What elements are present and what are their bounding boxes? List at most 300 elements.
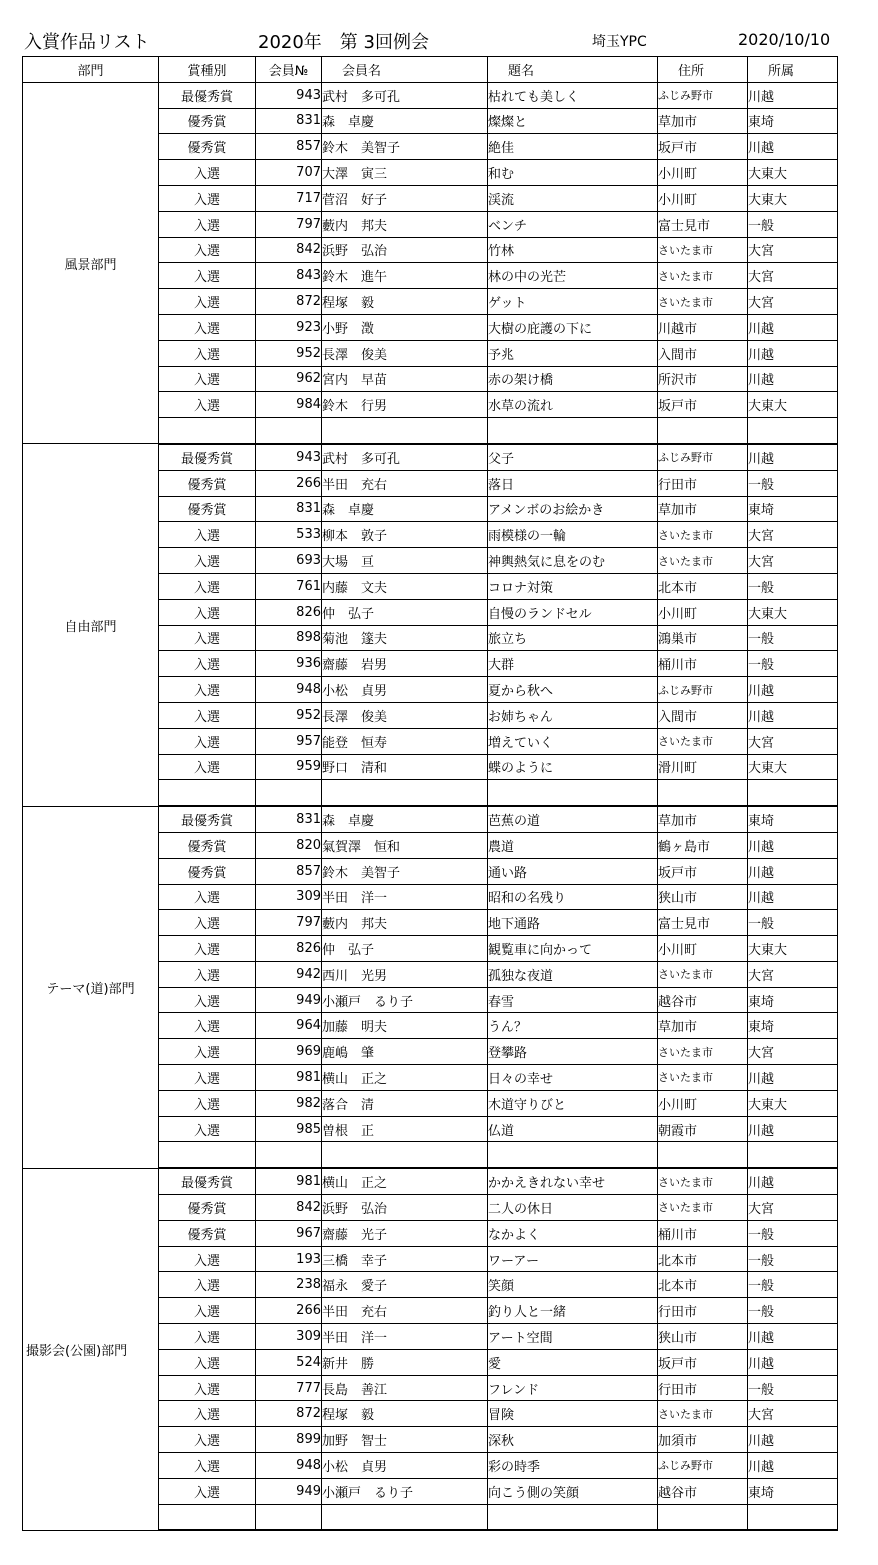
empty-cell [748, 1504, 838, 1530]
work-title-cell: 水草の流れ [488, 392, 658, 418]
member-number-cell: 959 [256, 754, 322, 780]
member-name-cell: 長澤 俊美 [322, 340, 488, 366]
address-cell: さいたま市 [658, 728, 748, 754]
member-name-cell: 加野 智士 [322, 1427, 488, 1453]
affiliation-cell: 川越 [748, 340, 838, 366]
document-date: 2020/10/10 [738, 30, 831, 49]
empty-cell [322, 780, 488, 806]
empty-cell [159, 418, 256, 444]
member-name-cell: 西川 光男 [322, 961, 488, 987]
affiliation-cell: 大宮 [748, 1401, 838, 1427]
affiliation-cell: 大宮 [748, 548, 838, 574]
address-cell: 草加市 [658, 108, 748, 134]
award-type-cell: 入選 [159, 1349, 256, 1375]
award-type-cell: 入選 [159, 936, 256, 962]
work-title-cell: 釣り人と一緒 [488, 1298, 658, 1324]
empty-cell [748, 780, 838, 806]
member-number-cell: 981 [256, 1168, 322, 1194]
member-name-cell: 半田 洋一 [322, 1324, 488, 1350]
affiliation-cell: 大宮 [748, 237, 838, 263]
address-cell: 北本市 [658, 1272, 748, 1298]
address-cell: 北本市 [658, 573, 748, 599]
department-cell: テーマ(道)部門 [23, 806, 159, 1168]
member-name-cell: 程塚 毅 [322, 1401, 488, 1427]
empty-cell [322, 418, 488, 444]
address-cell: 狭山市 [658, 1324, 748, 1350]
work-title-cell: うん？ [488, 1013, 658, 1039]
address-cell: 草加市 [658, 1013, 748, 1039]
affiliation-cell: 川越 [748, 314, 838, 340]
table-row [23, 1168, 838, 1194]
work-title-cell: 登攀路 [488, 1039, 658, 1065]
address-cell: 富士見市 [658, 910, 748, 936]
award-type-cell: 入選 [159, 702, 256, 728]
empty-cell [748, 418, 838, 444]
affiliation-cell: 一般 [748, 211, 838, 237]
work-title-cell: 絶佳 [488, 134, 658, 160]
member-name-cell: 程塚 毅 [322, 289, 488, 315]
column-header: 会員№ [256, 57, 322, 83]
address-cell: さいたま市 [658, 1195, 748, 1221]
member-number-cell: 826 [256, 936, 322, 962]
affiliation-cell: 大宮 [748, 728, 838, 754]
empty-cell [322, 1142, 488, 1168]
award-type-cell: 入選 [159, 366, 256, 392]
award-type-cell: 入選 [159, 651, 256, 677]
award-type-cell: 優秀賞 [159, 858, 256, 884]
affiliation-cell: 大東大 [748, 1090, 838, 1116]
member-name-cell: 浜野 弘治 [322, 1195, 488, 1221]
member-name-cell: 長澤 俊美 [322, 702, 488, 728]
award-type-cell: 入選 [159, 910, 256, 936]
work-title-cell: お姉ちゃん [488, 702, 658, 728]
member-number-cell: 831 [256, 496, 322, 522]
member-number-cell: 984 [256, 392, 322, 418]
member-number-cell: 969 [256, 1039, 322, 1065]
address-cell: 川越市 [658, 314, 748, 340]
empty-cell [658, 1142, 748, 1168]
award-type-cell: 入選 [159, 573, 256, 599]
work-title-cell: 雨模様の一輪 [488, 522, 658, 548]
column-header: 題名 [488, 57, 658, 83]
address-cell: さいたま市 [658, 1168, 748, 1194]
member-name-cell: 加藤 明夫 [322, 1013, 488, 1039]
award-type-cell: 優秀賞 [159, 832, 256, 858]
member-number-cell: 957 [256, 728, 322, 754]
affiliation-cell: 東埼 [748, 1478, 838, 1504]
address-cell: 坂戸市 [658, 858, 748, 884]
member-number-cell: 923 [256, 314, 322, 340]
empty-cell [658, 418, 748, 444]
award-type-cell: 入選 [159, 1246, 256, 1272]
member-number-cell: 899 [256, 1427, 322, 1453]
work-title-cell: アメンボのお絵かき [488, 496, 658, 522]
member-number-cell: 936 [256, 651, 322, 677]
member-name-cell: 小瀬戸 るり子 [322, 987, 488, 1013]
work-title-cell: ワーアー [488, 1246, 658, 1272]
column-header: 部門 [23, 57, 159, 83]
award-type-cell: 最優秀賞 [159, 806, 256, 832]
member-number-cell: 820 [256, 832, 322, 858]
member-name-cell: 武村 多可孔 [322, 444, 488, 470]
member-name-cell: 菅沼 好子 [322, 185, 488, 211]
member-name-cell: 森 卓慶 [322, 108, 488, 134]
affiliation-cell: 一般 [748, 470, 838, 496]
award-type-cell: 入選 [159, 522, 256, 548]
member-name-cell: 曽根 正 [322, 1116, 488, 1142]
club-name: 埼玉YPC [592, 34, 647, 50]
member-name-cell: 内藤 文夫 [322, 573, 488, 599]
affiliation-cell: 川越 [748, 677, 838, 703]
address-cell: 小川町 [658, 160, 748, 186]
address-cell: 小川町 [658, 599, 748, 625]
affiliation-cell: 一般 [748, 1272, 838, 1298]
work-title-cell: かかえきれない幸せ [488, 1168, 658, 1194]
award-type-cell: 優秀賞 [159, 496, 256, 522]
empty-cell [256, 418, 322, 444]
work-title-cell: 旅立ち [488, 625, 658, 651]
award-type-cell: 優秀賞 [159, 1220, 256, 1246]
affiliation-cell: 大宮 [748, 1039, 838, 1065]
work-title-cell: 彩の時季 [488, 1453, 658, 1479]
award-type-cell: 入選 [159, 961, 256, 987]
table-body [23, 82, 838, 1530]
work-title-cell: 渓流 [488, 185, 658, 211]
member-number-cell: 842 [256, 1195, 322, 1221]
work-title-cell: 和む [488, 160, 658, 186]
address-cell: さいたま市 [658, 961, 748, 987]
member-number-cell: 533 [256, 522, 322, 548]
affiliation-cell: 川越 [748, 366, 838, 392]
work-title-cell: 笑顔 [488, 1272, 658, 1298]
award-type-cell: 入選 [159, 1401, 256, 1427]
empty-cell [256, 1504, 322, 1530]
column-header: 所属 [748, 57, 838, 83]
award-type-cell: 入選 [159, 599, 256, 625]
address-cell: 鶴ヶ島市 [658, 832, 748, 858]
empty-cell [159, 1142, 256, 1168]
work-title-cell: 蝶のように [488, 754, 658, 780]
member-number-cell: 898 [256, 625, 322, 651]
address-cell: ふじみ野市 [658, 1453, 748, 1479]
member-name-cell: 浜野 弘治 [322, 237, 488, 263]
empty-cell [658, 780, 748, 806]
work-title-cell: 自慢のランドセル [488, 599, 658, 625]
address-cell: さいたま市 [658, 289, 748, 315]
empty-cell [748, 1142, 838, 1168]
empty-cell [488, 780, 658, 806]
award-type-cell: 入選 [159, 1039, 256, 1065]
member-name-cell: 小瀬戸 るり子 [322, 1478, 488, 1504]
member-name-cell: 大澤 寅三 [322, 160, 488, 186]
member-number-cell: 964 [256, 1013, 322, 1039]
award-type-cell: 入選 [159, 1013, 256, 1039]
table-row [23, 444, 838, 470]
work-title-cell: 落日 [488, 470, 658, 496]
member-number-cell: 872 [256, 1401, 322, 1427]
affiliation-cell: 川越 [748, 1427, 838, 1453]
address-cell: 行田市 [658, 1375, 748, 1401]
affiliation-cell: 川越 [748, 702, 838, 728]
award-type-cell: 入選 [159, 237, 256, 263]
member-name-cell: 藪内 邦夫 [322, 910, 488, 936]
column-header: 住所 [658, 57, 748, 83]
member-number-cell: 857 [256, 134, 322, 160]
empty-cell [256, 1142, 322, 1168]
member-name-cell: 森 卓慶 [322, 496, 488, 522]
award-type-cell: 最優秀賞 [159, 1168, 256, 1194]
member-name-cell: 三橋 幸子 [322, 1246, 488, 1272]
member-name-cell: 長島 善江 [322, 1375, 488, 1401]
address-cell: 所沢市 [658, 366, 748, 392]
affiliation-cell: 大宮 [748, 522, 838, 548]
address-cell: 越谷市 [658, 1478, 748, 1504]
work-title-cell: 芭蕉の道 [488, 806, 658, 832]
affiliation-cell: 一般 [748, 1246, 838, 1272]
list-title: 入賞作品リスト [24, 32, 150, 53]
award-type-cell: 入選 [159, 1116, 256, 1142]
award-type-cell: 入選 [159, 1090, 256, 1116]
member-number-cell: 981 [256, 1065, 322, 1091]
address-cell: 草加市 [658, 806, 748, 832]
department-cell: 自由部門 [23, 444, 159, 806]
award-type-cell: 入選 [159, 987, 256, 1013]
member-number-cell: 193 [256, 1246, 322, 1272]
affiliation-cell: 川越 [748, 858, 838, 884]
empty-cell [256, 780, 322, 806]
work-title-cell: 大樹の庇護の下に [488, 314, 658, 340]
member-number-cell: 717 [256, 185, 322, 211]
address-cell: さいたま市 [658, 1065, 748, 1091]
affiliation-cell: 大東大 [748, 160, 838, 186]
work-title-cell: 冒険 [488, 1401, 658, 1427]
affiliation-cell: 川越 [748, 1453, 838, 1479]
affiliation-cell: 一般 [748, 910, 838, 936]
award-type-cell: 入選 [159, 754, 256, 780]
work-title-cell: 竹林 [488, 237, 658, 263]
member-number-cell: 826 [256, 599, 322, 625]
affiliation-cell: 一般 [748, 625, 838, 651]
work-title-cell: 赤の架け橋 [488, 366, 658, 392]
affiliation-cell: 東埼 [748, 1013, 838, 1039]
address-cell: 行田市 [658, 1298, 748, 1324]
affiliation-cell: 川越 [748, 1065, 838, 1091]
award-type-cell: 入選 [159, 340, 256, 366]
award-type-cell: 優秀賞 [159, 1195, 256, 1221]
department-cell: 風景部門 [23, 82, 159, 444]
member-name-cell: 藪内 邦夫 [322, 211, 488, 237]
member-number-cell: 952 [256, 340, 322, 366]
address-cell: 鴻巣市 [658, 625, 748, 651]
affiliation-cell: 大東大 [748, 392, 838, 418]
work-title-cell: 昭和の名残り [488, 884, 658, 910]
member-number-cell: 982 [256, 1090, 322, 1116]
affiliation-cell: 一般 [748, 1298, 838, 1324]
address-cell: 北本市 [658, 1246, 748, 1272]
member-number-cell: 707 [256, 160, 322, 186]
work-title-cell: 仏道 [488, 1116, 658, 1142]
address-cell: さいたま市 [658, 237, 748, 263]
address-cell: さいたま市 [658, 1039, 748, 1065]
work-title-cell: なかよく [488, 1220, 658, 1246]
header-row [23, 57, 838, 83]
affiliation-cell: 大宮 [748, 1195, 838, 1221]
address-cell: 入間市 [658, 702, 748, 728]
empty-cell [488, 1504, 658, 1530]
address-cell: 朝霞市 [658, 1116, 748, 1142]
address-cell: 桶川市 [658, 651, 748, 677]
member-name-cell: 鹿嶋 肇 [322, 1039, 488, 1065]
member-number-cell: 985 [256, 1116, 322, 1142]
address-cell: 草加市 [658, 496, 748, 522]
award-type-cell: 入選 [159, 1272, 256, 1298]
affiliation-cell: 東埼 [748, 987, 838, 1013]
table-row [23, 82, 838, 108]
member-name-cell: 鈴木 美智子 [322, 134, 488, 160]
address-cell: 坂戸市 [658, 1349, 748, 1375]
member-name-cell: 小松 貞男 [322, 1453, 488, 1479]
address-cell: 越谷市 [658, 987, 748, 1013]
address-cell: さいたま市 [658, 548, 748, 574]
member-name-cell: 横山 正之 [322, 1065, 488, 1091]
work-title-cell: 農道 [488, 832, 658, 858]
award-type-cell: 入選 [159, 625, 256, 651]
affiliation-cell: 川越 [748, 134, 838, 160]
member-name-cell: 野口 清和 [322, 754, 488, 780]
member-name-cell: 半田 充右 [322, 1298, 488, 1324]
address-cell: ふじみ野市 [658, 82, 748, 108]
address-cell: さいたま市 [658, 522, 748, 548]
award-type-cell: 入選 [159, 392, 256, 418]
member-name-cell: 大場 亘 [322, 548, 488, 574]
member-number-cell: 238 [256, 1272, 322, 1298]
member-name-cell: 武村 多可孔 [322, 82, 488, 108]
member-number-cell: 942 [256, 961, 322, 987]
member-name-cell: 菊池 篴夫 [322, 625, 488, 651]
affiliation-cell: 大東大 [748, 754, 838, 780]
member-number-cell: 943 [256, 444, 322, 470]
work-title-cell: 日々の幸せ [488, 1065, 658, 1091]
member-name-cell: 小野 澂 [322, 314, 488, 340]
member-number-cell: 761 [256, 573, 322, 599]
award-type-cell: 入選 [159, 1427, 256, 1453]
affiliation-cell: 一般 [748, 1220, 838, 1246]
work-title-cell: 燦燦と [488, 108, 658, 134]
award-type-cell: 入選 [159, 1298, 256, 1324]
affiliation-cell: 大宮 [748, 289, 838, 315]
empty-cell [488, 1142, 658, 1168]
award-type-cell: 入選 [159, 677, 256, 703]
work-title-cell: 春雪 [488, 987, 658, 1013]
member-name-cell: 宮内 早苗 [322, 366, 488, 392]
work-title-cell: フレンド [488, 1375, 658, 1401]
work-title-cell: 孤独な夜道 [488, 961, 658, 987]
award-type-cell: 優秀賞 [159, 470, 256, 496]
address-cell: ふじみ野市 [658, 444, 748, 470]
affiliation-cell: 一般 [748, 651, 838, 677]
affiliation-cell: 一般 [748, 1375, 838, 1401]
member-number-cell: 843 [256, 263, 322, 289]
address-cell: 入間市 [658, 340, 748, 366]
empty-cell [159, 1504, 256, 1530]
address-cell: 桶川市 [658, 1220, 748, 1246]
award-type-cell: 入選 [159, 1453, 256, 1479]
member-number-cell: 266 [256, 1298, 322, 1324]
work-title-cell: 木道守りびと [488, 1090, 658, 1116]
address-cell: さいたま市 [658, 263, 748, 289]
work-title-cell: 増えていく [488, 728, 658, 754]
member-name-cell: 半田 充右 [322, 470, 488, 496]
member-name-cell: 鈴木 美智子 [322, 858, 488, 884]
award-type-cell: 優秀賞 [159, 134, 256, 160]
member-name-cell: 福永 愛子 [322, 1272, 488, 1298]
member-name-cell: 横山 正之 [322, 1168, 488, 1194]
award-type-cell: 優秀賞 [159, 108, 256, 134]
affiliation-cell: 川越 [748, 1349, 838, 1375]
award-type-cell: 入選 [159, 1065, 256, 1091]
work-title-cell: ゲット [488, 289, 658, 315]
member-name-cell: 新井 勝 [322, 1349, 488, 1375]
member-number-cell: 943 [256, 82, 322, 108]
member-name-cell: 鈴木 行男 [322, 392, 488, 418]
affiliation-cell: 大宮 [748, 961, 838, 987]
affiliation-cell: 大宮 [748, 263, 838, 289]
work-title-cell: 愛 [488, 1349, 658, 1375]
member-number-cell: 777 [256, 1375, 322, 1401]
affiliation-cell: 川越 [748, 1324, 838, 1350]
award-type-cell: 入選 [159, 884, 256, 910]
member-number-cell: 797 [256, 211, 322, 237]
work-title-cell: 観覧車に向かって [488, 936, 658, 962]
member-name-cell: 仲 弘子 [322, 599, 488, 625]
affiliation-cell: 東埼 [748, 806, 838, 832]
table-row [23, 806, 838, 832]
member-number-cell: 524 [256, 1349, 322, 1375]
award-type-cell: 入選 [159, 160, 256, 186]
empty-cell [322, 1504, 488, 1530]
work-title-cell: 父子 [488, 444, 658, 470]
award-table [22, 56, 838, 1531]
work-title-cell: 大群 [488, 651, 658, 677]
department-cell: 撮影会(公園)部門 [23, 1168, 159, 1530]
work-title-cell: ベンチ [488, 211, 658, 237]
work-title-cell: 通い路 [488, 858, 658, 884]
member-number-cell: 309 [256, 884, 322, 910]
member-number-cell: 857 [256, 858, 322, 884]
work-title-cell: 枯れても美しく [488, 82, 658, 108]
work-title-cell: 深秋 [488, 1427, 658, 1453]
award-type-cell: 入選 [159, 728, 256, 754]
affiliation-cell: 大東大 [748, 936, 838, 962]
member-name-cell: 鈴木 進午 [322, 263, 488, 289]
award-type-cell: 最優秀賞 [159, 444, 256, 470]
work-title-cell: 向こう側の笑顔 [488, 1478, 658, 1504]
affiliation-cell: 川越 [748, 1116, 838, 1142]
empty-cell [658, 1504, 748, 1530]
member-number-cell: 948 [256, 677, 322, 703]
affiliation-cell: 一般 [748, 573, 838, 599]
address-cell: 狭山市 [658, 884, 748, 910]
affiliation-cell: 東埼 [748, 496, 838, 522]
member-number-cell: 967 [256, 1220, 322, 1246]
address-cell: 富士見市 [658, 211, 748, 237]
member-name-cell: 森 卓慶 [322, 806, 488, 832]
session-title: 2020年 第 3回例会 [258, 32, 429, 53]
affiliation-cell: 大東大 [748, 599, 838, 625]
work-title-cell: 林の中の光芒 [488, 263, 658, 289]
member-number-cell: 831 [256, 806, 322, 832]
award-type-cell: 入選 [159, 548, 256, 574]
